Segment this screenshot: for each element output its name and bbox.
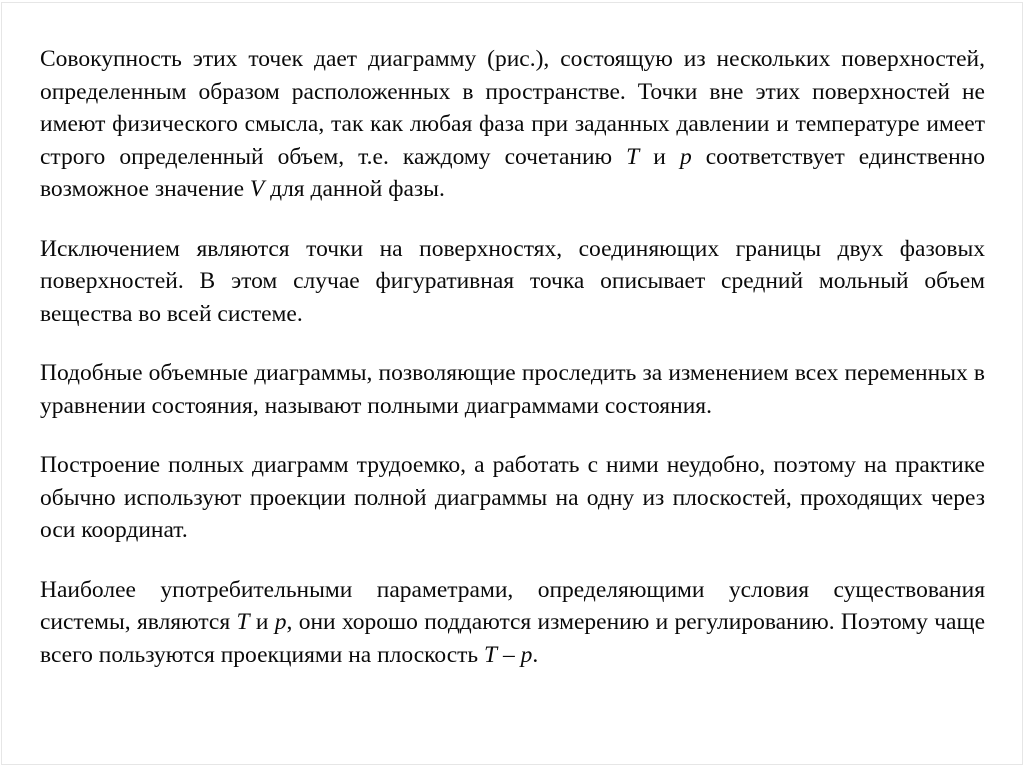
math-variable: T	[236, 609, 250, 635]
text-segment: .	[532, 641, 539, 668]
text-segment: соответствует единственно возможное значение	[40, 143, 985, 202]
text-segment: Подобные объемные диаграммы, позволяющие проследить за изменением всех переменных в уравнении состояния, называют полными диаграммами состояния.	[40, 360, 985, 419]
math-variable: p	[520, 641, 533, 668]
math-variable: p	[274, 609, 287, 635]
text-segment: Построение полных диаграмм трудоемко, а работать с ними неудобно, поэтому на практике обычно используют проекции полной диаграммы на одну из плоскостей, проходящих через оси координат.	[40, 452, 985, 543]
math-variable: T	[484, 641, 498, 668]
text-segment: –	[497, 641, 521, 668]
slide	[1, 2, 1023, 765]
paragraph	[40, 233, 985, 331]
text-segment: , они хорошо поддаются измерению и регулированию. Поэтому чаще всего пользуются проекциями на плоскость	[40, 609, 986, 668]
math-variable: V	[249, 176, 265, 202]
paragraph	[40, 449, 985, 547]
text-segment: и	[249, 609, 275, 635]
math-variable: T	[626, 143, 640, 170]
text-segment: Совокупность этих точек дает диаграмму (рис.), состоящую из нескольких поверхностей, определенным образом расположенных в пространстве. Точки вне этих поверхностей не имеют физического смысла, так как любая фаза при заданных давлении и температуре имеет строго определенный объем, т.е. каждому сочетанию	[40, 46, 985, 170]
math-variable: p	[679, 143, 692, 170]
text-segment: Исключением являются точки на поверхностях, соединяющих границы двух фазовых поверхностей. В этом случае фигуративная точка описывает средний мольный объем вещества во всей системе.	[40, 235, 985, 327]
paragraph	[40, 43, 985, 206]
slide-text	[2, 3, 1022, 671]
text-segment: для данной фазы.	[264, 176, 445, 202]
paragraph	[40, 357, 985, 422]
paragraph	[40, 574, 985, 672]
text-segment: и	[639, 143, 680, 170]
text-segment: Наиболее употребительными параметрами, определяющими условия существования системы, являются	[40, 576, 985, 635]
